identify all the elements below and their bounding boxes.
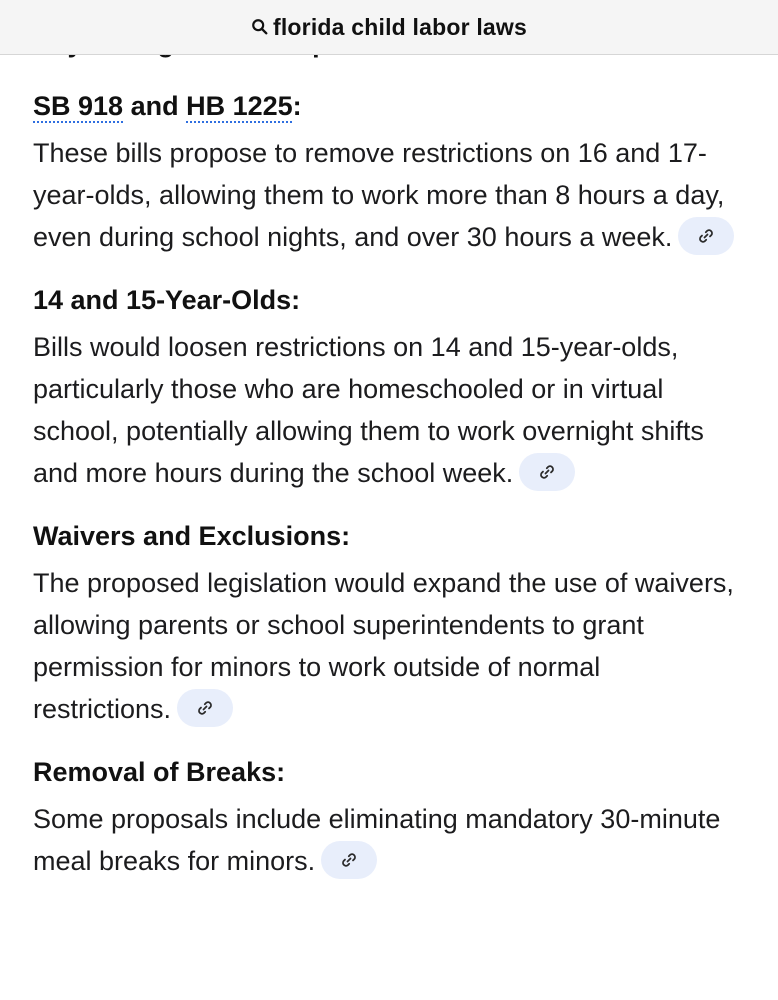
section-text: The proposed legislation would expand the use of waivers, allowing parents or school superintendents to grant permission for minors to work outside of normal restrictions.	[33, 562, 745, 730]
section-heading: Removal of Breaks:	[33, 757, 286, 787]
search-query-text: florida child labor laws	[272, 13, 527, 40]
citation-link-button[interactable]	[321, 841, 377, 879]
hb-1225-link[interactable]: HB 1225	[186, 91, 293, 121]
section-heading: 14 and 15-Year-Olds:	[33, 285, 301, 315]
link-icon	[696, 226, 716, 246]
section-text: These bills propose to remove restrictions on 16 and 17-year-olds, allowing them to work more than 8 hours a day, even during school nights, and over 30 hours a week.	[33, 132, 745, 258]
citation-link-button[interactable]	[678, 217, 734, 255]
citation-link-button[interactable]	[519, 453, 575, 491]
section-waivers	[33, 516, 745, 730]
link-icon	[195, 698, 215, 718]
citation-link-button[interactable]	[177, 689, 233, 727]
section-removal-of-breaks	[33, 752, 745, 882]
answer-content	[33, 86, 745, 904]
link-icon	[537, 462, 557, 482]
sb-918-link[interactable]: SB 918	[33, 91, 124, 121]
search-icon	[251, 18, 269, 36]
section-text: Bills would loosen restrictions on 14 and 15-year-olds, particularly those who are homeschooled or in virtual school, potentially allowing them to work overnight shifts and more hours during the school week.	[33, 326, 745, 494]
section-14-15-year-olds	[33, 280, 745, 494]
section-text: Some proposals include eliminating mandatory 30-minute meal breaks for minors.	[33, 798, 745, 882]
section-heading: Waivers and Exclusions:	[33, 521, 351, 551]
link-icon	[339, 850, 359, 870]
search-bar[interactable]	[0, 0, 778, 55]
search-query[interactable]	[251, 14, 527, 41]
section-heading: SB 918 and HB 1225:	[33, 91, 302, 121]
section-bills	[33, 86, 745, 258]
